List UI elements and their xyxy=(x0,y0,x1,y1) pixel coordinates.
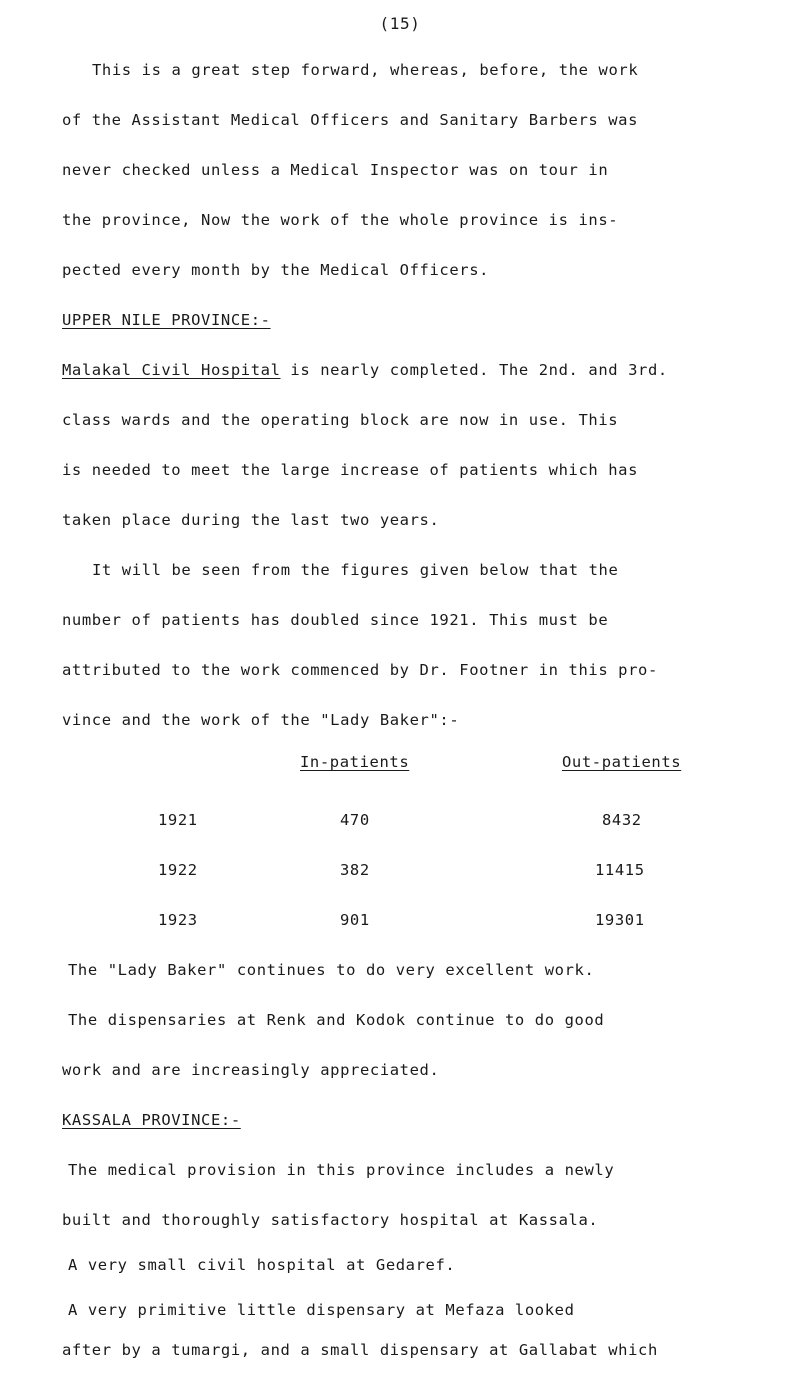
text-line xyxy=(62,360,668,380)
text-line: is needed to meet the large increase of patients which has xyxy=(62,461,639,479)
section-heading-upper-nile: UPPER NILE PROVINCE:- xyxy=(62,311,271,329)
text-line: It will be seen from the figures given below that the xyxy=(92,561,619,579)
text-line: built and thoroughly satisfactory hospital at Kassala. xyxy=(62,1211,599,1229)
table-cell-out: 11415 xyxy=(595,861,645,879)
text-line: The dispensaries at Renk and Kodok continue to do good xyxy=(68,1011,605,1029)
text-line: taken place during the last two years. xyxy=(62,511,440,529)
text-line: The medical provision in this province includes a newly xyxy=(68,1161,615,1179)
text-line: A very primitive little dispensary at Mefaza looked xyxy=(68,1301,575,1319)
table-cell-in: 382 xyxy=(340,861,370,879)
text-line: of the Assistant Medical Officers and Sanitary Barbers was xyxy=(62,111,639,129)
hospital-name: Malakal Civil Hospital xyxy=(62,361,281,379)
text-line: attributed to the work commenced by Dr. Footner in this pro- xyxy=(62,661,658,679)
text-line: The "Lady Baker" continues to do very excellent work. xyxy=(68,961,595,979)
column-header-out-patients: Out-patients xyxy=(562,753,682,771)
table-cell-in: 901 xyxy=(340,911,370,929)
text-line: number of patients has doubled since 1921. This must be xyxy=(62,611,609,629)
table-cell-year: 1921 xyxy=(158,811,198,829)
section-heading-kassala: KASSALA PROVINCE:- xyxy=(62,1111,241,1129)
text-line: never checked unless a Medical Inspector was on tour in xyxy=(62,161,609,179)
table-cell-out: 19301 xyxy=(595,911,645,929)
table-cell-year: 1923 xyxy=(158,911,198,929)
text-line: class wards and the operating block are now in use. This xyxy=(62,411,619,429)
text-line: This is a great step forward, whereas, before, the work xyxy=(92,61,639,79)
table-cell-year: 1922 xyxy=(158,861,198,879)
text-line: after by a tumargi, and a small dispensary at Gallabat which xyxy=(62,1341,658,1359)
text-line: work and are increasingly appreciated. xyxy=(62,1061,440,1079)
page-number: (15) xyxy=(379,14,421,33)
column-header-in-patients: In-patients xyxy=(300,753,410,771)
text-line: A very small civil hospital at Gedaref. xyxy=(68,1256,456,1274)
text-line-rest: is nearly completed. The 2nd. and 3rd. xyxy=(280,361,668,379)
table-cell-out: 8432 xyxy=(602,811,642,829)
text-line: pected every month by the Medical Officers. xyxy=(62,261,490,279)
table-cell-in: 470 xyxy=(340,811,370,829)
text-line: vince and the work of the "Lady Baker":- xyxy=(62,711,460,729)
text-line: the province, Now the work of the whole province is ins- xyxy=(62,211,619,229)
